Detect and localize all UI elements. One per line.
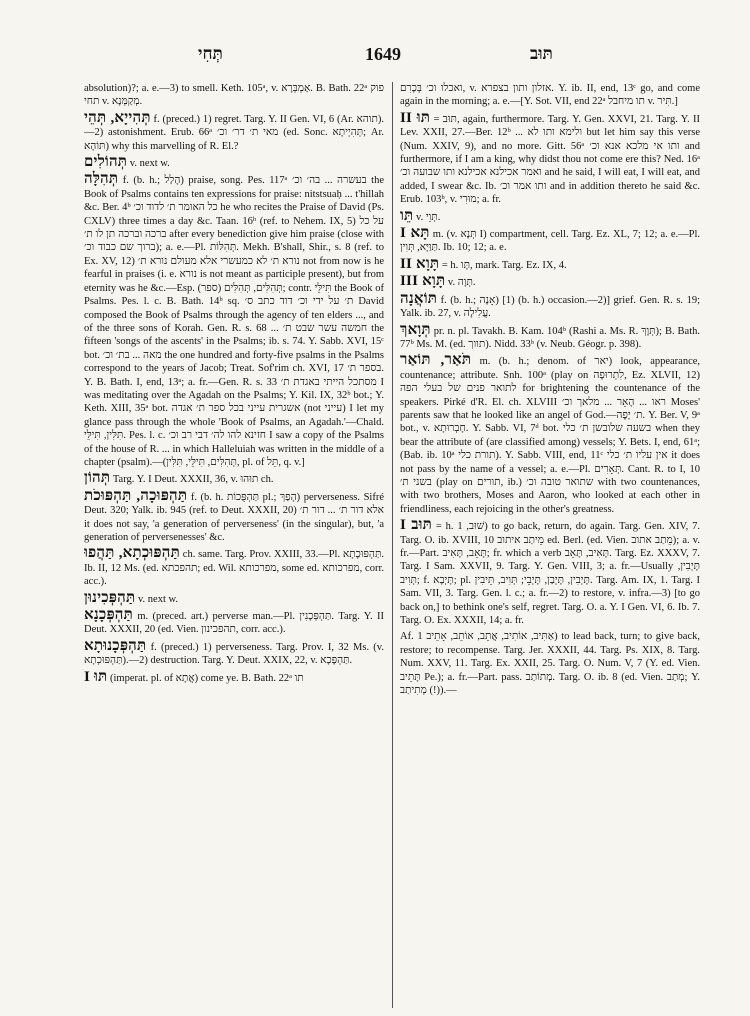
- entry-definition: m. (v. תְּנָא I) compartment, cell. Targ. Ez. XL, 7; 12; a. e.—Pl. תַּוַּיָּא, תְּוִין. Ib. 10; 12; a. e.: [400, 229, 700, 254]
- entry-definition: v. next w.: [137, 593, 179, 605]
- entry-definition: (imperat. pl. of אֲתָא) come ye. B. Bath. 22ᵃ תו: [110, 672, 304, 684]
- entry-definition: Af. אַתִּיב, אוֹתִיב, אֲתֵב, אוֹתֵב, אָתֵיב 1) to lead back, turn; to give back, restore; to recompense. Targ. Jer. XXXII, 44. Targ. Ps. XIX, 8. Targ. Num. XXV, 11. Targ. Ex. XXII, 25. Targ. O. Num. V, 7 (Y. ed. Vien. תָּתֵיב Pe.); a. fr.—Part. pass. מְתוֹתַב. Targ. O. ib. 8 (ed. Vien. מְתַב; Y. מְתִיתַב (!)).—: [400, 631, 700, 697]
- column-divider: [392, 82, 393, 1008]
- entry-definition: pr. n. pl. Tavakh. B. Kam. 104ᵇ (Rashi a. Ms. R. תְּוָךְ); B. Bath. 77ᵇ Ms. M. (ed. תווך). Nidd. 33ᵇ (v. Neub. Géogr. p. 398).: [400, 325, 700, 350]
- dictionary-entry: [84, 109, 384, 153]
- entry-headword: תָּוָא III: [400, 273, 446, 290]
- entry-headword: תּוּ II: [400, 109, 431, 126]
- entry-definition: = h. שׁוּב, 1) to go back, return, do again. Targ. Gen. XIV, 7. Targ. O. ib. XVIII, 10 מֵיתַב איתוב ed. Berl. (ed. Vien. מֵתַב אתוב); a. v. fr.—Part. תָּאֵב, תָּאִיב; fr. which a verb תָּאִיב, תָּאֵב. Targ. Ez. XXXV, 7. Targ. I Sam. XXVII, 9. Targ. Y. Gen. VIII, 3; a. fr.—Usually תָּיְבִין, תְּוִיב; f. תָּיְבָא; pl. תָּיְבִין, תָּיְבַן, תָּיְבֵי; תְּוִיב, תֵּיבִין. Targ. Am. IX, 1. Targ. I Sam. VII, 3. Targ. Gen. l. c.; a. fr.—2) to restore, v. infra.—3) [to go back on,] to bethink one's self, regret. Targ. O. a. Y. I Gen. VI, 6. Ib. 7. Targ. O. Ex. XXXII, 14; a. fr.: [400, 521, 700, 627]
- entry-definition: ch. same. Targ. Prov. XXIII, 33.—Pl. תַּהְפּוּכָתָא. Ib. II, 12 Ms. (ed. תהפכתא; ed. Wil. מפרכותא, some ed. מפרכותא, corr. acc.).: [84, 549, 384, 588]
- left-column: [84, 82, 384, 1008]
- entry-definition: absolution)?; a. e.—3) to smell. Keth. 105ᵃ, v. אַמְבְּרָא. B. Bath. 22ᵃ פוק תחי v. מְקַמְּנָא.: [84, 83, 384, 108]
- entry-headword: תְּוָאךְ: [400, 321, 431, 338]
- entry-headword: תְּהוֹן: [84, 470, 111, 487]
- entry-definition: f. (preced.) 1) perverseness. Targ. Prov. I, 32 Ms. (v. תַּהְפּוּכְתָא).—2) destruction. Targ. Y. Deut. XXIX, 22, v. תַּהְפָּכָא.: [84, 641, 384, 667]
- entry-definition: f. (b. h.; אָנָה) [1) (b. h.) occasion.—2)] grief. Gen. R. s. 19; Yalk. ib. 27, v. עֲלִילָה.: [400, 294, 700, 320]
- entry-headword: תַּהְפְּכָנוּתָא: [84, 637, 147, 654]
- page-number: 1649: [365, 44, 401, 64]
- dictionary-entry: [84, 173, 384, 469]
- dictionary-entry: [400, 82, 700, 109]
- entry-headword: תַּהְפְּכִינוּן: [84, 589, 136, 606]
- dictionary-entry: [400, 519, 700, 627]
- dictionary-entry: [84, 637, 384, 668]
- dictionary-entry: [400, 255, 700, 272]
- entry-definition: f. (b. h. תַּהְפֻּכוֹת pl.; הָפַךְ) perverseness. Sifré Deut. 320; Yalk. ib. 945 (ref. to Deut. XXXII, 20) אלא דור ת׳ ... דור ת׳ it does not say, 'a generation of perverseness' (in the singular), but, 'a generation of perversenesses' &c.: [84, 491, 384, 543]
- dictionary-entry: [400, 207, 700, 224]
- entry-headword: תַּהְפּוּכְתָא, תַּהֲפוּ: [84, 545, 180, 562]
- dictionary-entry: [400, 630, 700, 697]
- entry-definition: v. תְּוָה.: [447, 277, 476, 289]
- dictionary-entry: [400, 321, 700, 352]
- entry-definition: v. next w.: [129, 158, 170, 170]
- entry-headword: תְּהִלָּה: [84, 171, 119, 188]
- entry-headword: תּוּב I: [400, 517, 433, 534]
- dictionary-entry: [84, 609, 384, 637]
- entry-definition: = h. תָּו, mark. Targ. Ez. IX, 4.: [441, 259, 567, 271]
- entry-definition: = תּוּב, again, furthermore. Targ. Y. Gen. XXVI, 21. Targ. Y. II Lev. XXII, 27.—Ber. 12ᵇ ... ולימא ותו לא but let him say this verse (Num. XXIV, 9), and no more. Gitt. 56ᵃ ותו אי מלכא אנא וכ׳ and furthermore, if I am a king, why didst thou not come ere this? Ned. 16ᵃ ואמר אכילנא אכילנא ותו שבועה וכ׳ and he said, I will eat, I will eat, and added, I swear &c. Ib. ותו אמר וכ׳ and in addition thereto he said &c. Erub. 103ᵇ, v. מוּרִי; a. fr.: [400, 113, 700, 206]
- entry-headword: תְּהִייָא, תְּהֵי: [84, 109, 151, 126]
- dictionary-entry: [400, 109, 700, 207]
- entry-headword: תּוּ I: [84, 668, 108, 685]
- entry-definition: f. (preced.) 1) regret. Targ. Y. II Gen. VI, 6 (Ar. תוהא).—2) astonishment. Erub. 66ᵃ מאי ת׳ דר׳ וכ׳ (ed. Sonc. תְּהִיְיתָא; Ar. תּוֹהָא) why this marvelling of R. El.?: [84, 113, 384, 152]
- dictionary-entry: [400, 227, 700, 255]
- right-column: [400, 82, 700, 1008]
- dictionary-entry: [400, 290, 700, 321]
- entry-definition: f. (b. h.; הָלַל) praise, song. Pes. 117ᵃ בעשרה ... בה׳ וכ׳ the Book of Psalms contains ten expressions for praise: nitstsuaḥ ... t'hillah &c. Ber. 4ᵇ כל האומר ת׳ לדוד וכ׳ he who recites the Praise of David (Ps. CXLV) three times a day &c. Taan. 16ᵇ (ref. to Nehem. IX, 5) על כל ברכה וברכה תן לו ת׳ after every benediction give him praise (close with ברוך שם כבוד וכ׳); a. e.—Pl. תְּהִלּוֹת. Mekh. B'shall, Shir., s. 8 (ref. to Ex. XV, 12) נורא ת׳ לא כמעשרי אלא מעולם נורא ת׳ not from now is he fearful in praises (i. e. נורא is not meant as participle present), but from eternity was he &c.—Esp. (ספר) תְּהִלִּים, תְּהִלִּים; contr. תִּילֵּי the Book of Psalms. Pes. l. c. B. Bath. 14ᵇ sq. ת׳ על ידי וכ׳ דוד כתב ס׳ David composed the Book of Psalms through the agency of ten elders ..., and of the three sons of Korah. Gen. R. s. 68 ... חמשה עשר שבט ת׳ the fifteen 'songs of the ascents' in the Psalms; ib. s. 74. Y. Sabb. XVI, 15ᶜ bot. מאה ... בת׳ וכ׳ the one hundred and forty-five psalms in the Psalms correspond to the years of Jacob; Treat. Sof'rim ch. XVI, 17 בספר ת׳. Y. B. Bath. I, end, 13ᵃ; a. fr.—Gen. R. s. 33 מסתכל הייתי באגדת ת׳ I was meditating over the Agadah on the Psalms; Y. Kil. IX, 32ᵇ bot.; Y. Keth. XIII, 35ᵃ bot. אשגרית עייני בכל ספר ת׳ אגדה (not עייני) I let my glance pass through the whole 'Book of Psalms, an Agadah.'—Chald. תִּלִּין, תִּילֵּי. Pes. l. c. חזינא להו לה׳ דבי רב וכ׳ I saw a copy of the Psalms of the house of R. ... in which Halleluiah was written in the middle of a chapter (psalm).—(תְּהִלִּים, תִּילֵּי, תִּלִּין, pl. of תֵּל, q. v.]: [84, 175, 384, 468]
- dictionary-entry: [400, 275, 700, 289]
- header-left-guideword: תְּחִי: [198, 44, 223, 63]
- dictionary-entry: [84, 547, 384, 588]
- dictionary-entry: [84, 589, 384, 606]
- dictionary-entry: [400, 354, 700, 516]
- dictionary-entry: [84, 82, 384, 109]
- entry-headword: תַּהְפְּכָנָא: [84, 607, 133, 624]
- dictionary-entry: [84, 156, 384, 170]
- dictionary-entry: [84, 487, 384, 545]
- entry-definition: m. (b. h.; denom. of יאר) look, appearance, countenance; attribute. Snh. 100ᵃ (play on לִתְרוּפָה, Ez. XLVII, 12) לתואר פנים של בעלי הפה for brightening the countenance of the speakers. Pirké d'R. El. ch. XLVIII ראו ... הָאֵר ... מלאך וכ׳ Moses' parents saw that he looked like an angel of God.—ת׳ יָפֶה. Y. Ber. V, 9ᵃ bot., v. חָבְרוּתָא. Y. Sabb. VI, 7ᵈ bot. בשעה שלובשן ת׳ כלי when they bear the attribute of (are classified among) vessels; Y. Bets. I, end, 61ᵃ; (Bab. ib. 10ᵃ תורת כלי). Y. Sabb. VIII, end, 11ᶜ אין עליו ת׳ כלי it does not pass by the name of a vessel; a. e.—Pl. תְּאָרִים. Cant. R. to I, 10 בשני ת׳ (play on תורים, ib.) שתואר טובה וכ׳ with two countenances, with two brothers, Moses and Aaron, who looked at each other in friendliness, each rejoicing in the other's greatness.: [400, 356, 700, 515]
- running-header: [90, 44, 670, 70]
- dictionary-entry: [84, 472, 384, 486]
- entry-headword: תָּא I: [400, 225, 430, 242]
- entry-headword: תַּהְפּוּכָה, תַּהְפּוּכֹת: [84, 487, 188, 504]
- entry-headword: תְּהוֹלִים: [84, 154, 128, 171]
- entry-headword: תּוֹאֲנָה: [400, 290, 438, 307]
- entry-headword: תֹּאַר, תּוֹאַר: [400, 352, 472, 369]
- entry-definition: ואכלו וכ׳ בְּכָרִם, v. אזלון ותון בצפרא. Y. ib. II, end, 13ᶜ go, and come again in the morning; a. e.—[Y. Sot. VII, end 22ᵃ תו מיחבל v. תִּיר.]: [400, 83, 700, 108]
- entry-definition: v. תְּוֵי.: [416, 211, 441, 223]
- dictionary-entry: [84, 668, 384, 685]
- entry-headword: תָּוָא II: [400, 255, 440, 272]
- entry-definition: Targ. Y. I Deut. XXXII, 36, v. תוּהוּ ch.: [112, 474, 274, 486]
- entry-headword: תֵּו: [400, 207, 414, 224]
- entry-definition: m. (preced. art.) perverse man.—Pl. תַּהְפְּכָנִין. Targ. Y. II Deut. XXXII, 20 (ed. Vien. תהפכינון, corr. acc.).: [84, 611, 384, 636]
- header-right-guideword: תּוּב: [530, 44, 553, 63]
